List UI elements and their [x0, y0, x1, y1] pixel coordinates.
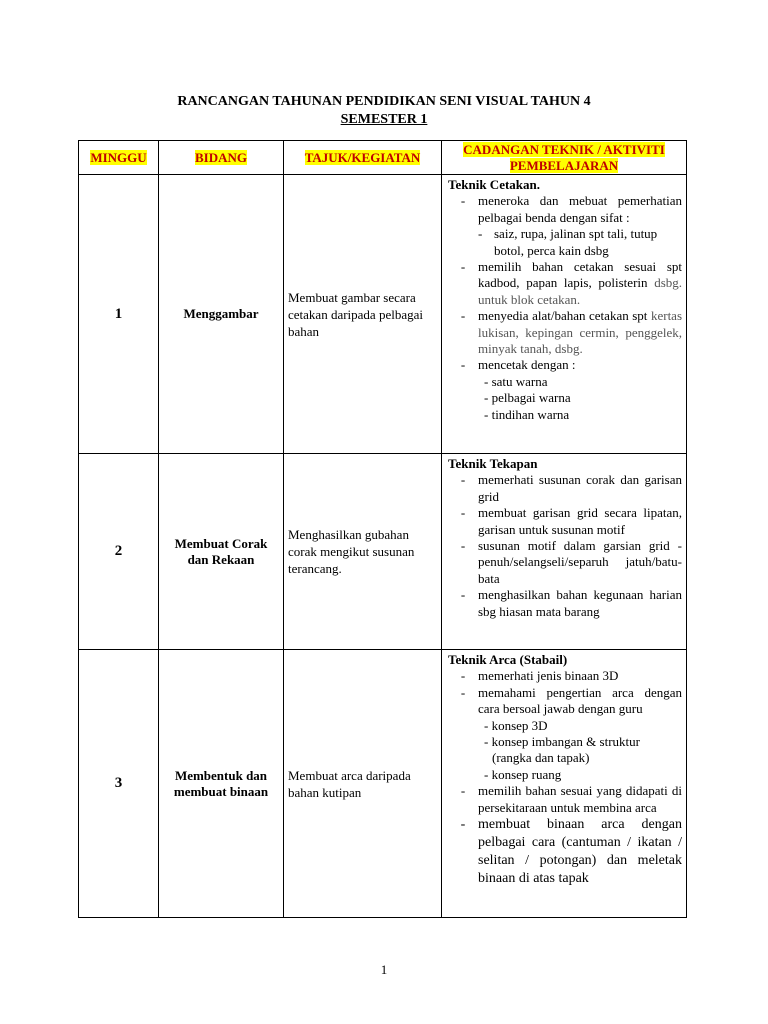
- bidang-cell: Membuat Corak dan Rekaan: [159, 454, 284, 650]
- activity-title: Teknik Cetakan.: [448, 177, 540, 192]
- sub-list-item: - tindihan warna: [484, 406, 570, 422]
- sub-list-item: - konsep ruang: [484, 766, 562, 782]
- sub-list-item: (rangka dan tapak): [492, 750, 590, 766]
- week-number: 2: [79, 454, 159, 650]
- header-cadangan: CADANGAN TEKNIK / AKTIVITI PEMBELAJARAN: [442, 141, 687, 175]
- header-tajuk: TAJUK/KEGIATAN: [284, 141, 442, 175]
- activity-cell: [442, 175, 687, 454]
- list-item: - mencetak dengan :: [460, 357, 576, 373]
- list-item: - memerhati jenis binaan 3D: [460, 668, 619, 684]
- tajuk-cell: Menghasilkan gubahan corak mengikut susunan terancang.: [284, 454, 442, 650]
- activity-title: Teknik Arca (Stabail): [448, 652, 568, 667]
- sub-list-item: - konsep imbangan & struktur: [484, 734, 640, 750]
- plan-table: [78, 140, 687, 918]
- bidang-cell: Menggambar: [159, 175, 284, 454]
- activity-cell: [442, 454, 687, 650]
- list-item: - meneroka dan mebuat pemerhatian pelbagai benda dengan sifat :: [460, 193, 682, 225]
- document-subtitle: SEMESTER 1: [340, 112, 428, 127]
- list-item: - memerhati susunan corak dan garisan grid: [460, 472, 682, 504]
- document-title: RANCANGAN TAHUNAN PENDIDIKAN SENI VISUAL TAHUN 4: [177, 94, 591, 109]
- week-number: 1: [79, 175, 159, 454]
- sub-list-item: - konsep 3D: [484, 717, 548, 733]
- header-bidang: BIDANG: [159, 141, 284, 175]
- tajuk-cell: Membuat gambar secara cetakan daripada pelbagai bahan: [284, 175, 442, 454]
- header-minggu: MINGGU: [79, 141, 159, 175]
- bidang-cell: Membentuk dan membuat binaan: [159, 650, 284, 918]
- list-item: - memahami pengertian arca dengan cara bersoal jawab dengan guru: [460, 684, 682, 717]
- table-row: [79, 175, 687, 454]
- list-item: - memilih bahan cetakan sesuai spt kadbod, papan lapis, polisterin dsbg. untuk blok cetakan.: [460, 259, 683, 307]
- tajuk-cell: Membuat arca daripada bahan kutipan: [284, 650, 442, 918]
- sub-list-item: - satu warna: [484, 373, 548, 389]
- table-row: [79, 650, 687, 918]
- list-item: - memilih bahan sesuai yang didapati di persekitaraan untuk membina arca: [460, 783, 682, 815]
- sub-list-item: - pelbagai warna: [484, 390, 571, 406]
- sub-list-item: - saiz, rupa, jalinan spt tali, tutup botol, perca kain dsbg: [478, 226, 658, 258]
- header-row: [79, 141, 687, 175]
- list-item: - susunan motif dalam garsian grid -penuh/selangseli/separuh jatuh/batu-bata: [460, 538, 682, 586]
- list-item: - menyedia alat/bahan cetakan spt kertas lukisan, kepingan cermin, penggelek, minyak tanah, dsbg.: [460, 308, 683, 357]
- week-number: 3: [79, 650, 159, 918]
- table-row: [79, 454, 687, 650]
- activity-cell: [442, 650, 687, 918]
- page-number: 1: [380, 962, 388, 977]
- activity-title: Teknik Tekapan: [448, 456, 538, 471]
- list-item: - membuat binaan arca dengan pelbagai cara (cantuman / ikatan / selitan / potongan) dan meletak binaan di atas tapak: [460, 817, 682, 887]
- list-item: - menghasilkan bahan kegunaan harian sbg hiasan mata barang: [460, 587, 682, 619]
- list-item: - membuat garisan grid secara lipatan, garisan untuk susunan motif: [460, 505, 682, 537]
